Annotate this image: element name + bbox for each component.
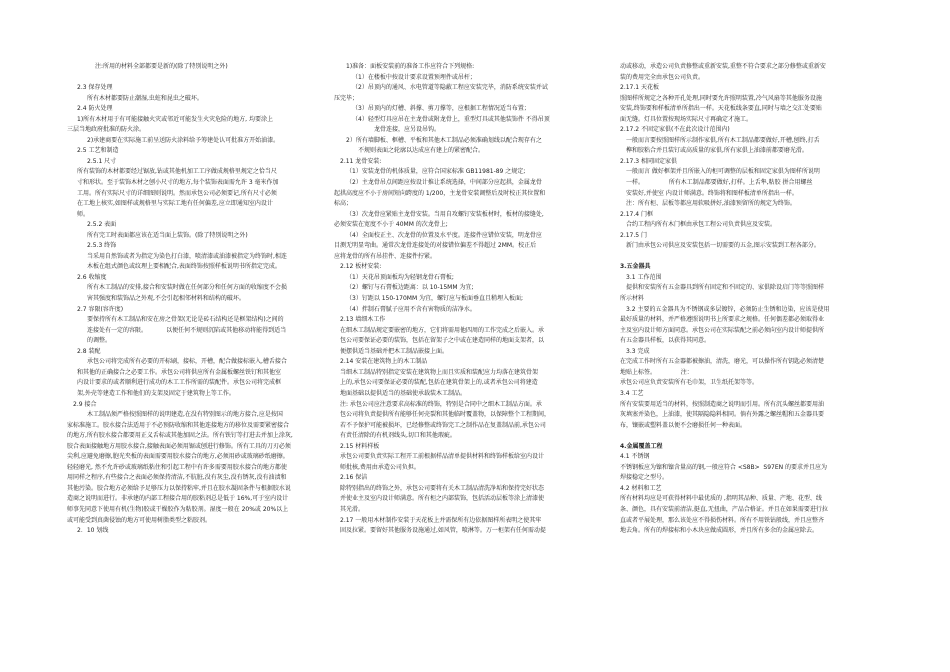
text-line: 2.17.4 门框	[620, 210, 653, 218]
text-line: 的调整。	[87, 337, 112, 345]
text-column-middle	[334, 62, 626, 537]
text-line: 4.金属覆盖工程	[620, 442, 663, 450]
text-line: 必须安装在宽度不小于 40MM 的次龙骨上;	[334, 221, 448, 229]
text-line: （3）吊顶内的灯槽、斜撑、剪刀撑等，应根据工程情况适当布置；	[352, 105, 530, 113]
text-line: 3.五金器具	[620, 263, 651, 271]
text-line: （1）安装龙骨的机体质量，应符合国家标准 GB11981-89 之规定;	[346, 168, 526, 176]
text-line: 2.5.1 尺寸	[87, 157, 117, 165]
text-line: 连接处有一定的容限。 以便任何不规则沉陷或其他移动将能得到适当	[87, 326, 287, 334]
text-line: 所有木材都要防止潮湿,虫蛀和昆虫之破坏。	[87, 94, 203, 102]
text-line: 当采用自然饰或者为指定为染色打白漆，喷清漆或油漆被指定为终饰时,相连	[87, 252, 287, 260]
text-line: 安装好,并使室 内设计师满意。终饰将和图样板清单所指出一样。	[626, 189, 798, 197]
text-line: （3）钉距以 150-170MM 为宜，螺钉应与板面垂直且稍埋入板面;	[346, 295, 524, 303]
text-line: 2.5.3 终饰	[87, 242, 117, 250]
text-line: 一样。 所有木工制品都要做好,打样。上舌隼,粘胶 拼合用螺丝	[626, 179, 813, 187]
text-line: 所有装饰的木材都要经过锯放,钻或其他机加工工序做成规格里规定之恰当尺	[77, 168, 277, 176]
text-line: 寸和形状。至于装饰木材之刨小尺寸的地方,每个装饰表面需允许 3 毫米作加	[77, 179, 279, 187]
text-line: 注：所有柜、层板等都应用软吸拼好,油漆预留所的规定为终饰。	[626, 200, 796, 208]
text-line: 2.14 安装在建筑物上的木工制品	[340, 358, 428, 366]
text-line: 尖利,应避免磨擦,胞光夹板的表面需要用胶水接合的地方,必须用砂或玻璃砂纸磨擦。	[67, 453, 289, 461]
text-line: 包公司将负责提供所有能够任何壳裂和其他临时覆盖物，以保障整个工程期间，	[340, 411, 551, 419]
text-line: 1)准备：面板安装前的准备工作应符合下列规格:	[346, 63, 475, 70]
text-line: 2.4 防火处理	[77, 105, 113, 113]
text-line: 承包公司应负责安装所有毛巾架，卫生纸托架等等。	[620, 379, 759, 387]
text-line: 提供和安装所有五金器具到所有固定和不固定的、家俱除设启门等等照图样	[626, 284, 825, 292]
text-line: 2.8 装配	[77, 347, 101, 355]
text-line: 合约工程内所有木门框由承包工程公司负责供应及安装。	[626, 221, 777, 229]
text-line: 一般而言要按照图样所示制作家俱,所有木工制品都要做好,开槽,刨终,打舌	[626, 136, 820, 144]
text-line: 或可能受到真菌侵蚀的地方可使用树脂类型之粘胶剂。	[67, 516, 212, 524]
text-line: 应将龙骨的所有吊挂件、连接件拧紧。	[334, 252, 437, 260]
text-line: 固及拉紧。要留好其他服务设施通过,如风管，喷淋等。万一柜架有任何需动提	[340, 527, 546, 535]
text-line: 注:所用的材料全部都要是新的(除了特别说明之外)	[95, 63, 228, 70]
text-line: 不锈钢板应为镍和镍含量高的钢,一般应符合 <S8B> S97EN 的要求并且应为	[620, 463, 828, 471]
text-line: （2）吊顶内的通风、水电管道等隐蔽工程应安装完毕，消防系统安装并试	[352, 84, 548, 92]
text-line: 地面基础以提供适当的基础使承载装木工制品。	[340, 389, 467, 397]
text-line: 3.3 完成	[626, 347, 650, 355]
text-line: 2．10 划线	[77, 527, 109, 535]
text-line: 师批核,费用由承造公司负担。	[340, 463, 420, 471]
text-line: 动或移动，承造公司负责修整或重新安装,重整不符合要求之部分修整或重新安	[620, 63, 826, 70]
text-line: 2.3 保存处理	[77, 84, 113, 92]
text-line: 注: 承包公司应注意要求高标准的终饰，特别是合同中之细木工制品方面。承	[340, 400, 542, 408]
text-line: 面无缝。灯具位置按现场实际尺寸再确定才施工。	[620, 115, 753, 123]
text-line: 便摆供适当基础并把木工制品嵌接上面。	[340, 347, 449, 355]
text-line: 灰填塞并染色，上油漆，使其隔隐隐料相同。倘有外露之螺丝帽和五金器具要	[620, 411, 825, 419]
text-line: 其光滑。	[340, 505, 365, 513]
text-line: 有责任清除的有机剂线头,切口和其他瑕疵。	[340, 432, 456, 440]
text-line: 2.6 收缩度	[77, 273, 107, 281]
text-line: 当细木工制品特别指定安装在建筑物上而且实质和装配应力均落在建筑骨架	[340, 368, 539, 376]
text-line: 家标准施工。胶水接合法适用于不必预防收缩和其他连接地方的移位及需要紧密接合	[67, 421, 290, 429]
text-line: 2.17.1 天花板	[620, 84, 659, 92]
text-line: 在工地上核实,如图样或规格里与实际工地有任何偏差,应立即通知室内设计	[77, 200, 273, 208]
text-line: 一般而言 做好框架并且所嵌入的柜可调整的层板和固定家俱为图样所说明	[626, 168, 820, 176]
text-line: 要保持所有木工制品和安在房之骨架(无论是砖石结构还是框架结构)之间的	[87, 316, 284, 324]
text-line: 3.2 主要的五金器具为不锈钢或多层镀锌，必须防止生锈和边染，应该是使用	[626, 305, 830, 313]
text-line: 包公司要保证必要的装饰，包括在留架子之中或在建造同样的地面支架者，以	[340, 337, 545, 345]
text-line: 内设计要求的或者顺利进行成功的木工工作所需的装配件。承包公司将完成框	[77, 379, 282, 387]
text-line: （4）全面校正主、次龙骨的位置及水平度。连接件应错位安装，明龙骨应	[346, 231, 542, 239]
text-line: 所有材料均应是可获得材料中最优质的 ,指明其品种、质量、产地、花型、线	[620, 495, 822, 503]
text-line: 其他污染。胶合地方必须给予足够压力以保持粘牢,并且在胶水凝固条件与根据胶水说	[67, 484, 291, 492]
text-line: 不规则表面之轮廓以达成应有建上的紧密配合。	[358, 147, 485, 155]
text-line: 3.1 工作范围	[626, 273, 662, 281]
text-line: 2.16 保洁	[340, 474, 368, 482]
text-line: 2.5 工艺和制造	[77, 147, 119, 155]
text-line: 在完成工作时所有五金器都被擦油，清洗，磨光，可以操作所有钥匙必须清楚	[620, 358, 825, 366]
text-line: 承包公司将完成所有必要的开标刷，接标，开槽，配合做接标嵌入,槽舌接合	[87, 358, 287, 366]
text-line: 三层当地政府批准的防火涂。	[67, 126, 146, 134]
text-line: 2.11 龙骨安装:	[340, 157, 382, 165]
text-line: 2)承建商要在实际施工前呈送防火涂料给予筹建处认可批准方开始油漆。	[87, 136, 280, 144]
text-line: （4）轻型灯具应吊在主龙骨或附龙骨上，重型灯具或其他装饰件 不得吊顶	[352, 115, 550, 123]
text-line: 标高；	[334, 200, 353, 208]
text-line: 龙骨连接，应另设吊钩。	[374, 126, 441, 134]
text-line: 师事先同意下使用有机(生物)胶或干燥胶作为粘胶剂。湿度一般在 20%或 20%以上	[67, 505, 289, 513]
text-line: 2.17.2 不固定家俱(不在此次设计范围内)	[620, 126, 730, 134]
text-line: 上的,承包公司要保证必要的装配,包括在建筑骨架上的,或者承包公司将建造	[340, 379, 538, 387]
text-line: （2）主龙骨吊点间距应按设计推让系统选择，中间部分应起拱，金属龙骨	[346, 179, 542, 187]
text-line: 若不予保护可能被损坏，已经修整或终饰完工之制作品在复盖制品前,承包公司	[340, 421, 546, 429]
text-line: 用同样之程序,有些接合之表面必须保持清洁,不肮脏,没有灰尘,没有锈灰,没有油渍和	[67, 474, 287, 482]
text-column-right	[614, 62, 894, 537]
text-line: （1）天花吊顶面板均为轻钢龙骨石膏板;	[346, 273, 454, 281]
text-line: 2.17.5 门	[620, 231, 647, 239]
text-line: 所有安装要用适当的材料，按照制造商之说明而引用。所有沉头螺丝都要用油	[620, 400, 825, 408]
text-line: 2.17.3 相同固定家俱	[620, 157, 677, 165]
text-line: 榫和胶粘合并且装钉或高质量的家俱,所有家俱上油漆前都要磨光滑。	[626, 147, 808, 155]
text-line: 并使业主及室内设计师满意。所有柜之内部装饰，包括活动层板等涂上清漆使	[340, 495, 545, 503]
text-line	[67, 73, 350, 84]
text-line: 4.1 不锈钢	[620, 453, 650, 461]
text-line: 造商之说明而进行。非承建的内部工程接合用的胶粘剂总是低于 16%,可于室内设计	[67, 495, 289, 503]
text-line: （1）在楼板中按设计要求设置预埋件或吊杆；	[352, 73, 476, 81]
text-line: 主及室内设计师方面同意。承包公司在实际装配之前必须向室内设计师提供所	[620, 326, 825, 334]
text-line: 害其强度和装饰品之外观,不会引起相邻材料和结构的破坏。	[87, 295, 245, 303]
text-line: 2.15 材料样板	[340, 442, 380, 450]
text-line: 师。	[77, 210, 90, 218]
text-line: 木板在组式颜色或纹理上要相配合,表面终饰按照样板说明书所指定完成。	[87, 263, 281, 271]
text-line: 起拱高度应不小于房间短向跨度的 1/200，主龙骨安装调整后及时校正其位置和	[334, 189, 546, 197]
text-line: 所有完工时表面都应该在适当面上装饰。(除了特别说明之外)	[87, 231, 248, 239]
text-line: 承包公司要负责实际工程开工前根据样品清单提供材料和终饰样板给室内设计	[340, 453, 545, 461]
text-line: 工用。所有实际尺寸的详细图则说明。然而承包公司必须要记,所有尺寸必须	[77, 189, 277, 197]
text-line: 所示材料	[620, 295, 645, 303]
text-line: 胶合表面接触地方用胶水接合,接触表面必须用锯或刨进行修饰。所有工具的刀刃必须	[67, 442, 291, 450]
text-line: 的地方,所有胶水接合都要用正义舌标或其他加固之法。所有铁钉等打进去并加上涂灰,	[67, 432, 293, 440]
text-line: 架,外壳等建造工作和他们的支架及固定于建筑物上等工作。	[77, 389, 235, 397]
text-line: 1)所有木材用于有可能接触火灾或邻近可能发生火灾危险的地方, 均要涂上	[77, 115, 273, 123]
text-line: 3.4 工艺	[620, 389, 644, 397]
text-line: 2.17 一般用木材制作安装于天花板上并需保所有边依据图样所表明之使其牢	[340, 516, 542, 524]
text-line: 4.2 材料和工艺	[620, 484, 662, 492]
text-line: 最好质量的材料，并严格遵照说明书上所要求之规格。任何偶差都必须取得业	[620, 316, 825, 324]
text-line: 在细木工制品规定要嵌密的地方，它们将需用他四周的工作完成之后嵌入。承	[340, 326, 545, 334]
text-line: 目测无明显弯曲。通常次龙骨连接处的对接错位偏差不得超过 2MM。校正后	[334, 242, 537, 250]
text-line: 新门由承包公司供应及安装包括一切需要的五金,图示安装到工程各部分。	[626, 242, 820, 250]
text-line: 除特别指出的终饰之外，承包公司要将有关木工制品清洗净垢和保持完好状态	[340, 484, 545, 492]
text-line: （2）螺钉与石膏板边距离：以 10-15MM 为宜;	[346, 284, 474, 292]
text-line: 压完毕；	[334, 94, 359, 102]
text-line: 焊接稳定之型号。	[620, 474, 669, 482]
text-column-left	[67, 62, 350, 537]
text-line: 条、颜色，具有安装前清洁,挺直,无扭曲，产品合格证。并且在如果需要进行拉	[620, 505, 828, 513]
text-line: 有五金器具样板，以获得其同意。	[620, 337, 711, 345]
text-line: 所有木工制品的安排,接合和安装时做在任何部分和任何方面的收缩度不会损	[87, 284, 287, 292]
text-line: 照图样所规定之各种开孔处理,同时要允许照明装置,冷气风扇等其他服务设施	[620, 94, 822, 102]
text-line: （4）拌制石膏腻子应用不含有害物质的洁净水。	[346, 305, 476, 313]
text-line: 地去角。所有的焊接标和小木块应做成圆形，并且所有多余的金属应除去。	[620, 527, 819, 535]
text-line: 2.5.2 表面	[87, 221, 117, 229]
text-line	[614, 431, 894, 442]
text-line: 直或者平展处理，那么该处应不得损伤材料。所有不用铁钻般线，并且应整齐	[620, 516, 825, 524]
text-line: 地贴上标签。 注：	[620, 368, 693, 376]
text-line: 2.9 接合	[73, 400, 97, 408]
text-line	[614, 252, 894, 263]
text-line: 装的费用完全由承包公司负责。	[620, 73, 705, 81]
text-line: 2.7 容限(容许度)	[77, 305, 124, 313]
text-line: 和其他的正确接合之必要工作。承包公司将供应所有金属板螺丝铁钉和其他室	[77, 368, 282, 376]
text-line: （3）次龙骨应紧贴主龙骨安装。当用自攻螺钉安装板材时，板材的接缝处,	[346, 210, 544, 218]
text-line: 轻轻磨光, 然不允许砂或玻璃纸粘住和引起工程中有许多需要用胶水接合的地方都使	[67, 463, 287, 471]
text-line: 安装,终饰要和样板清单所指出一样。天花板线条要直,同时与墙之交汇处要贴	[620, 105, 822, 113]
text-line: 布，镶嵌或塑料盖以便不会磨损任何一种表面。	[620, 421, 747, 429]
text-line: 2）所有墙脚板、框槽、平板和其他木工制品必须准确划线以配合现存有之	[346, 136, 542, 144]
text-line: 木工制品须严格按照图样的说明建造,在没有特别图示的地方接合,应是按国	[87, 411, 283, 419]
text-line: 2.12 板材安装:	[340, 263, 382, 271]
text-line: 2.13 墙细木工作	[340, 316, 386, 324]
